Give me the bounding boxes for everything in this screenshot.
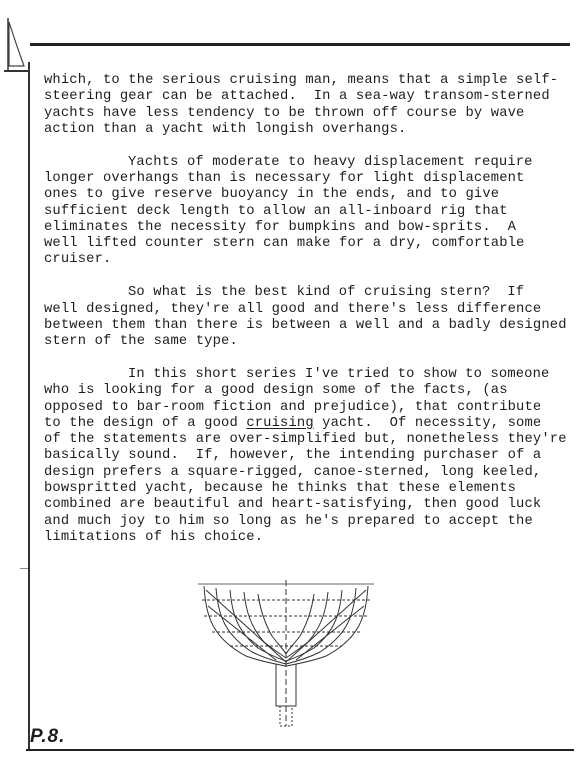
text-line: well lifted counter stern can make for a dry, comfortable [44,236,525,252]
text-line: to the design of a good [44,415,247,431]
text-line: well designed, they're all good and there's less difference [44,301,542,317]
paragraph-1 [44,73,564,138]
text-line: sufficient deck length to allow an all-inboard rig that [44,203,508,219]
text-line: between them than there is between a well and a badly designed [44,317,567,333]
text-line: design prefers a square-rigged, canoe-sterned, long keeled, [44,464,542,480]
text-line: In this short series I've tried to show to someone [128,366,550,382]
paragraph-2 [44,155,564,269]
paragraph-4 [44,366,567,546]
text-line: who is looking for a good design some of the facts, (as [44,383,508,399]
text-line: yacht. Of necessity, some [313,415,542,431]
text-line: which, to the serious cruising man, means that a simple self- [44,73,559,88]
text-line: stern of the same type. [44,334,238,350]
page-number: P.8. [30,726,66,747]
underlined-word: cruising [246,415,314,431]
text-line: So what is the best kind of cruising stern? If [128,285,525,301]
text-line: yachts have less tendency to be thrown off course by wave [44,105,525,121]
hull-lines-drawing [196,576,376,736]
text-line: action than a yacht with longish overhangs. [44,121,407,137]
sail-logo-icon [2,14,28,76]
text-line: bowspritted yacht, because he thinks that these elements [44,481,517,497]
text-line: of the statements are over-simplified but, nonetheless they're [44,432,567,448]
text-line: and much joy to him so long as he's prepared to accept the [44,513,533,529]
text-line: cruiser. [44,252,112,268]
text-line: eliminates the necessity for bumpkins and bow-sprits. A [44,219,517,235]
left-margin-rule [28,62,30,750]
text-line: ones to give reserve buoyancy in the ends, and to give [44,187,500,203]
text-line: limitations of his choice. [44,529,264,545]
text-line: steering gear can be attached. In a sea-way transom-sterned [44,89,550,105]
text-line: opposed to bar-room fiction and prejudice), that contribute [44,399,542,415]
text-line: Yachts of moderate to heavy displacement require [128,154,533,170]
margin-tick [20,568,28,569]
body-text [44,73,567,563]
text-line: basically sound. If, however, the intending purchaser of a [44,448,542,464]
paragraph-3 [44,285,567,350]
text-line: combined are beautiful and heart-satisfying, then good luck [44,497,542,513]
top-rule [30,43,570,46]
bottom-rule [26,749,574,751]
text-line: longer overhangs than is necessary for light displacement [44,170,525,186]
